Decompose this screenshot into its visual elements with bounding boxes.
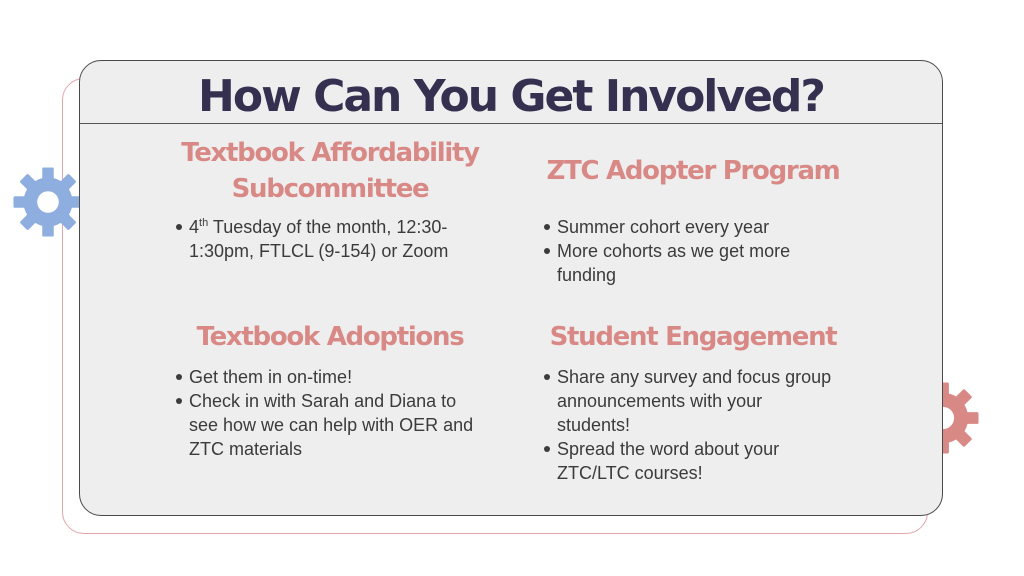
bullet-text: announcements with your: [557, 391, 763, 411]
section-ztc-adopter-program: [543, 135, 843, 287]
bullet-item: [543, 215, 843, 239]
section-textbook-affordability: [175, 135, 485, 263]
bullet-item: [543, 365, 843, 437]
bullet-list: [543, 215, 843, 287]
section-title: [175, 319, 485, 355]
title-divider: [80, 123, 942, 124]
bullet-text: Spread the word about your: [557, 439, 780, 459]
section-textbook-adoptions: [175, 319, 485, 461]
bullet-text: see how we can help with OER and: [189, 415, 474, 435]
bullet-list: [543, 365, 843, 485]
bullet-list: [175, 215, 485, 263]
section-title: [543, 135, 843, 207]
bullet-text: Tuesday of the month, 12:30-: [208, 217, 448, 237]
bullet-text: students!: [557, 415, 631, 435]
section-title-line: ZTC Adopter Program: [546, 156, 840, 186]
bullet-superscript: th: [199, 217, 209, 229]
section-title-line: Student Engagement: [549, 322, 837, 352]
bullet-text: funding: [557, 265, 617, 285]
bullet-text: More cohorts as we get more: [557, 241, 791, 261]
bullet-text: Summer cohort every year: [557, 217, 770, 237]
section-title-line: Subcommittee: [231, 174, 429, 204]
bullet-text: Check in with Sarah and Diana to: [189, 391, 457, 411]
section-title: [543, 319, 843, 355]
bullet-list: [175, 365, 485, 461]
gear-icon: [12, 166, 84, 238]
bullet-text: Share any survey and focus group: [557, 367, 832, 387]
section-student-engagement: [543, 319, 843, 485]
bullet-item: [543, 437, 843, 485]
slide-title: How Can You Get Involved?: [198, 71, 824, 122]
bullet-text: 1:30pm, FTLCL (9-154) or Zoom: [189, 241, 449, 261]
section-title: [175, 135, 485, 207]
section-title-line: Textbook Affordability: [181, 138, 479, 168]
section-title-line: Textbook Adoptions: [196, 322, 464, 352]
content-card: [79, 60, 943, 516]
bullet-text: ZTC materials: [189, 439, 303, 459]
bullet-item: [175, 389, 485, 461]
bullet-item: [175, 365, 485, 389]
bullet-text: 4: [189, 217, 200, 237]
bullet-item: [543, 239, 843, 287]
bullet-text: Get them in on-time!: [189, 367, 353, 387]
bullet-text: ZTC/LTC courses!: [557, 463, 703, 483]
bullet-item: [175, 215, 485, 263]
